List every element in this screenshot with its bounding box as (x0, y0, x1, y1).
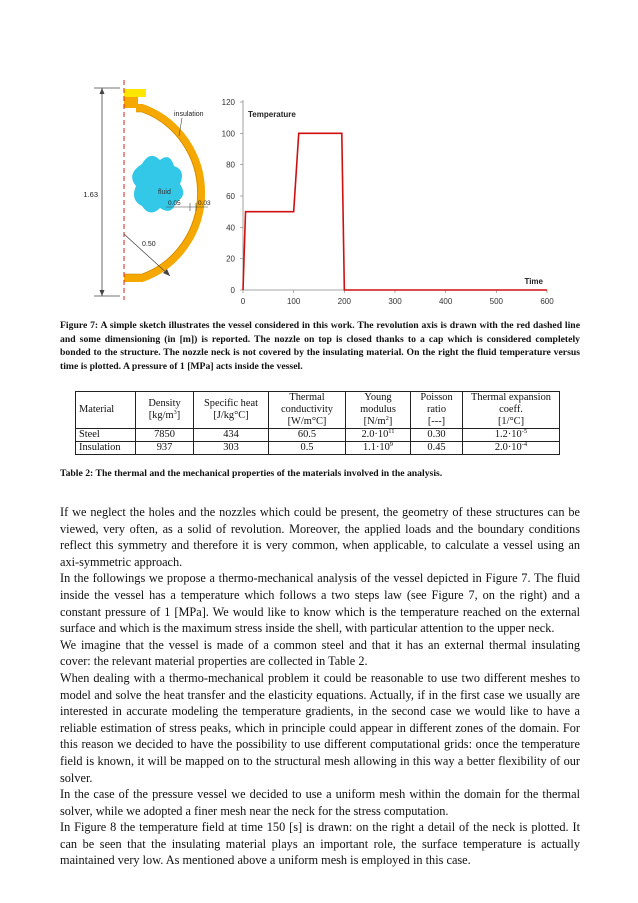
paragraph: If we neglect the holes and the nozzles which could be present, the geometry of these structures can be viewed, very often, as a solid of revolution. Moreover, the applied loads and the boundary conditions reflect this symmetry and therefore it is very common, when applicable, to calculate a vessel using an axi-symmetric approach. (60, 505, 580, 569)
cell-density: 7850 (136, 429, 194, 442)
header-conductivity: Thermal conductivity [W/m°C] (269, 392, 346, 429)
y-tick-label: 20 (226, 254, 235, 264)
cell-conductivity: 60.5 (269, 429, 346, 442)
paragraph: In the followings we propose a thermo-mechanical analysis of the vessel depicted in Figure 7. The fluid inside the vessel has a temperature which follows a two steps law (see Figure 7, on the right) and a constant pressure of 1 [MPa]. We would like to know which is the temperature reached on the external surface and which is the maximum stress inside the shell, with particular attention to the upper neck. (60, 571, 580, 636)
cell-specific-heat: 434 (194, 429, 269, 442)
x-axis-title: Time (524, 277, 543, 286)
table-2-caption: Table 2: The thermal and the mechanical properties of the materials involved in the analysis. (60, 468, 443, 479)
cell-poisson-ratio: 0.30 (411, 429, 463, 442)
temperature-series-line (243, 133, 547, 290)
arrow-down-icon (100, 290, 105, 296)
fluid-label: fluid (158, 189, 171, 196)
header-specific-heat: Specific heat [J/kg°C] (194, 392, 269, 429)
x-tick-label: 100 (286, 297, 301, 306)
cell-thermal-expansion: $2.0\cdot 10^{-4}$ (463, 442, 560, 455)
cell-poisson-ratio: 0.45 (411, 442, 463, 455)
table-row (76, 429, 560, 442)
table-row (76, 442, 560, 455)
header-thermal-expansion: Thermal expansion coeff. [1/°C] (463, 392, 560, 429)
y-tick-label: 120 (221, 98, 235, 107)
cell-young-modulus: $2.0\cdot 10^{11}$ (346, 429, 411, 442)
paragraph: In the case of the pressure vessel we decided to use a uniform mesh within the domain for the thermal solver, while we adopted a finer mesh near the neck for the stress computation. (60, 787, 580, 818)
y-tick-label: 0 (230, 286, 235, 295)
header-material: Material (76, 392, 136, 429)
material-properties-table (75, 391, 560, 455)
x-tick-label: 300 (388, 297, 402, 306)
x-tick-label: 600 (540, 297, 554, 306)
header-poisson-ratio: Poisson ratio [---] (411, 392, 463, 429)
paragraph: In Figure 8 the temperature field at time 150 [s] is drawn: on the right a detail of the neck is plotted. It can be seen that the insulating material plays an important role, the surface temperature is actually maintained very low. As mentioned above a uniform mesh is employed in this case. (60, 820, 580, 868)
temperature-chart (205, 88, 565, 313)
cell-thermal-expansion: $1.2\cdot 10^{-5}$ (463, 429, 560, 442)
cell-young-modulus: $1.1\cdot 10^9$ (346, 442, 411, 455)
table-header-row (76, 392, 560, 429)
header-young-modulus: Young modulus $[N/m^2]$ (346, 392, 411, 429)
cell-material: Insulation (76, 442, 136, 455)
paragraph: When dealing with a thermo-mechanical problem it could be reasonable to use two different meshes to model and solve the heat transfer and the elasticity equations. Actually, if in the first case we usually are interested in accurate modeling the temperature gradients, in the second case we would like to have a reliable estimation of stress peaks, which in principle could appear in different zones of the domain. For this reason we decided to have the possibility to use different computational grids: once the temperature field is known, it will be mapped on to the structural mesh allowing in this way a better flexibility of our solver. (60, 670, 580, 785)
body-text (60, 504, 580, 869)
cell-density: 937 (136, 442, 194, 455)
y-tick-label: 40 (226, 223, 235, 233)
x-tick-label: 0 (240, 297, 246, 306)
y-tick-label: 80 (226, 160, 235, 170)
nozzle-cap (124, 89, 146, 97)
insulation-thickness-label: 0.03 (198, 200, 211, 207)
steel-thickness-label: 0.05 (168, 200, 181, 207)
y-axis-title: Temperature (248, 110, 296, 119)
y-tick-label: 60 (226, 192, 235, 201)
height-label: 1.63 (83, 190, 98, 199)
radius-label: 0.50 (142, 241, 156, 248)
x-tick-label: 400 (438, 297, 453, 306)
insulation-label: insulation (174, 111, 204, 118)
header-density: Density $[kg/m^3]$ (136, 392, 194, 429)
y-tick-label: 100 (221, 129, 235, 139)
vessel-sketch (80, 78, 220, 308)
x-tick-label: 200 (337, 297, 352, 306)
cell-conductivity: 0.5 (269, 442, 346, 455)
cell-specific-heat: 303 (194, 442, 269, 455)
figure-7-caption: Figure 7: A simple sketch illustrates the vessel considered in this work. The revolution axis is drawn with the red dashed line and some dimensioning (in [m]) is reported. The nozzle on top is closed thanks to a cap which is considered completely bonded to the structure. The nozzle neck is not covered by the insulating material. On the right the fluid temperature versus time is plotted. A pressure of 1 [MPa] acts inside the vessel. (60, 320, 580, 372)
paragraph: We imagine that the vessel is made of a common steel and that it has an external thermal insulating cover: the relevant material properties are collected in Table 2. (60, 637, 580, 669)
arrow-up-icon (100, 88, 105, 94)
cell-material: Steel (76, 429, 136, 442)
nozzle-neck (124, 96, 138, 108)
x-tick-label: 500 (489, 297, 504, 306)
